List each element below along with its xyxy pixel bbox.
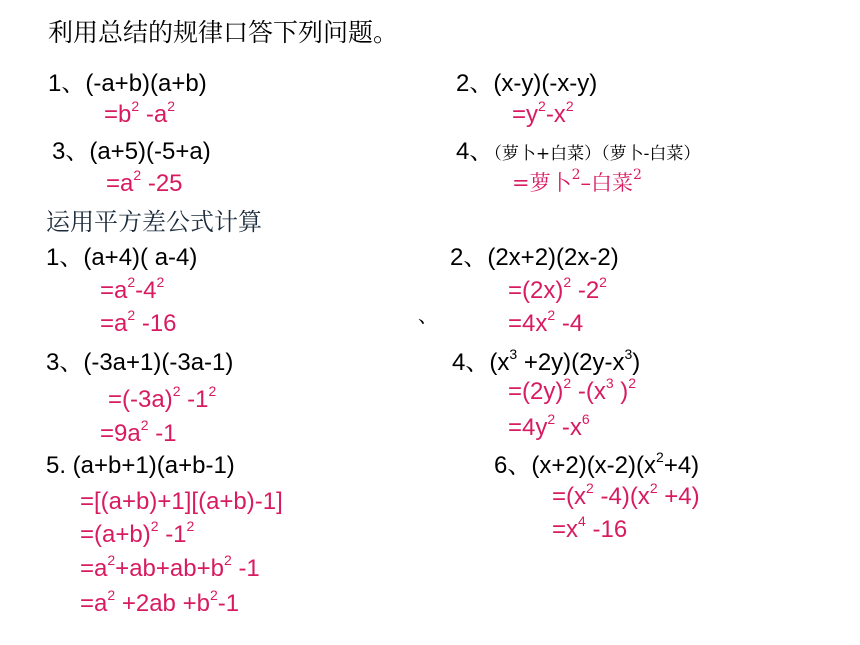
exercise-2: 2、(2x+2)(2x-2): [450, 244, 619, 271]
exercise-1-step-1: $=a^2-4^2$: [100, 274, 165, 304]
exercise-1: 1、(a+4)( a-4): [46, 244, 198, 271]
page-title: 利用总结的规律口答下列问题。: [48, 18, 399, 47]
answer-1: $=b^2$ $-a^2$: [104, 98, 175, 128]
exercise-3: 3、(-3a+1)(-3a-1): [46, 349, 234, 376]
problem-2: 2、(x-y)(-x-y): [456, 70, 598, 97]
answer-4: =萝卜$^2$–白菜$^2$: [512, 167, 642, 195]
exercise-1-step-2: $=a^2$ -16: [100, 307, 177, 337]
exercise-5: 5. (a+b+1)(a+b-1): [46, 452, 235, 479]
exercise-2-step-2: $=4x^2$ -4: [508, 307, 584, 337]
exercise-4: 4、$(x^3 +2y)(2y-x^3)$: [452, 346, 641, 376]
exercise-3-step-1: $=(-3a)^2$ $-1^2$: [108, 383, 217, 413]
answer-2: $=y^2-x^2$: [512, 98, 574, 128]
exercise-2-step-1: $=(2x)^2$ $-2^2$: [508, 274, 607, 304]
exercise-3-step-2: $=9a^2$ -1: [100, 417, 177, 447]
exercise-6-step-1: $=(x^2$ $-4)(x^2 +4)$: [552, 480, 700, 510]
exercise-5-step-2: $=(a+b)^2$ $-1^2$: [80, 518, 195, 548]
answer-3: $=a^2$ -25: [106, 167, 183, 197]
exercise-5-step-3: $=a^2+ab+ab+b^2$ -1: [80, 552, 260, 582]
problem-1: 1、(-a+b)(a+b): [48, 70, 207, 97]
exercise-6-step-2: $=x^4$ -16: [552, 513, 628, 543]
problem-4: 4、（萝卜+白菜）（萝卜-白菜）: [456, 138, 701, 165]
exercise-5-step-4: $=a^2 +2ab +b^2-1$: [80, 587, 240, 617]
problem-3: 3、(a+5)(-5+a): [52, 138, 211, 165]
exercise-5-step-1: =[(a+b)+1][(a+b)-1]: [80, 488, 283, 515]
stray-mark: 、: [418, 305, 438, 327]
section-title: 运用平方差公式计算: [46, 208, 262, 236]
exercise-4-step-2: $=4y^2$ $-x^6$: [508, 411, 590, 441]
exercise-4-step-1: $=(2y)^2$ $-(x^3$ )$^2$: [508, 375, 637, 405]
exercise-6: 6、$(x+2)(x-2)(x^2+4)$: [494, 449, 700, 479]
